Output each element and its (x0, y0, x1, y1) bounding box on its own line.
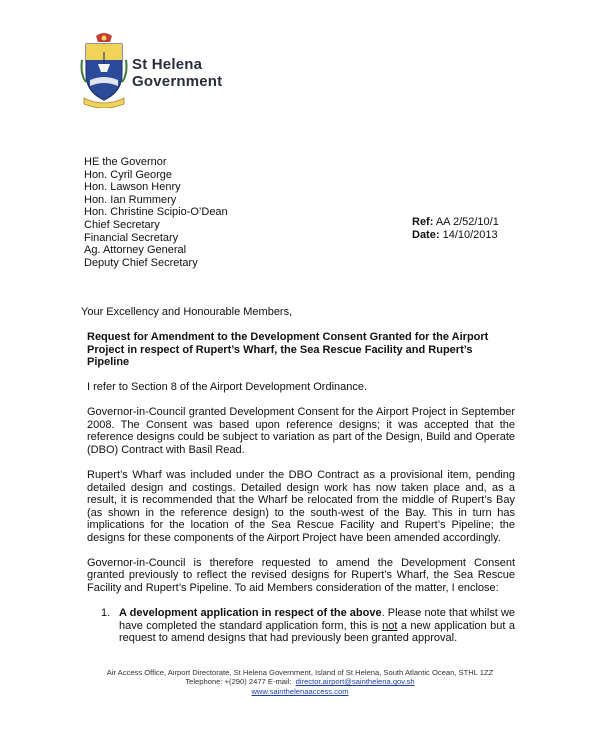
footer-email-link[interactable]: director.airport@sainthelena.gov.sh (295, 677, 415, 687)
date-value: 14/10/2013 (442, 228, 498, 241)
reference-line (412, 216, 499, 229)
date-line (412, 229, 499, 242)
letter-body (81, 306, 516, 645)
enclosure-item (87, 607, 515, 645)
paragraph: I refer to Section 8 of the Airport Development Ordinance. (87, 381, 368, 394)
item-number: 1. (101, 607, 111, 620)
item-text (119, 607, 515, 645)
coat-of-arms-icon (80, 30, 128, 108)
ref-value: AA 2/52/10/1 (435, 216, 499, 228)
salutation: Your Excellency and Honourable Members, (81, 306, 293, 318)
footer-website (0, 687, 600, 696)
item-text-a: . Please note that whilst we have completed the standard application form, this is (119, 607, 516, 632)
recipient: Deputy Chief Secretary (84, 256, 198, 269)
footer-contact (0, 677, 600, 686)
letterhead-logo (80, 30, 223, 110)
org-name-line1: St Helena (132, 56, 203, 73)
paragraph: Governor-in-Council granted Development Consent for the Airport Project in September 2008. The Consent was based upon reference designs; it was accepted that the reference designs could be subject to variation as part of the Design, Build and Operate (DBO) Contract with Basil Read. (87, 406, 515, 456)
item-text-b: a new application but a request to amend designs that had previously been granted approval. (119, 619, 515, 645)
recipient-list (84, 156, 228, 269)
recipient: Ag. Attorney General (84, 244, 187, 257)
paragraph: Rupert’s Wharf was included under the DBO Contract as a provisional item, pending detailed design and costings. Detailed design work has now taken place and, as a result, it is recommended that the Wharf be relocated from the middle of Rupert’s Bay (as shown in the reference design) to the south-west of the Bay. This in turn has implications for the location of the Sea Rescue Facility and Rupert’s Pipeline; the designs for these components of the Airport Project have been amended accordingly. (87, 468, 515, 544)
date-label: Date: (412, 228, 440, 241)
recipient: Hon. Lawson Henry (84, 181, 181, 194)
footer-website-link[interactable]: www.sainthelenaaccess.com (251, 686, 349, 696)
footer-address: Air Access Office, Airport Directorate, St Helena Government, Island of St Helena, South Atlantic Ocean, STHL 1ZZ (106, 668, 494, 677)
recipient: Financial Secretary (84, 231, 179, 244)
page-footer (0, 668, 600, 696)
ref-label: Ref: (412, 216, 434, 228)
reference-block (412, 216, 499, 241)
subject-line: Request for Amendment to the Development Consent Granted for the Airport Project in respect of Rupert’s Wharf, the Sea Rescue Facility and Rupert’s Pipeline (87, 330, 489, 369)
recipient: Chief Secretary (84, 218, 160, 231)
org-name (132, 56, 222, 90)
recipient: Hon. Cyril George (84, 168, 173, 181)
item-title: A development application in respect of the above (119, 607, 382, 620)
org-name-line2: Government (132, 73, 223, 90)
recipient: Hon. Ian Rummery (84, 193, 177, 206)
item-text-not: not (382, 619, 398, 632)
recipient: HE the Governor (84, 156, 167, 168)
recipient: Hon. Christine Scipio-O’Dean (84, 206, 228, 219)
paragraph: Governor-in-Council is therefore requested to amend the Development Consent granted previously to reflect the revised designs for Rupert’s Wharf, the Sea Rescue Facility and Rupert’s Pipeline. To aid Members consideration of the matter, I enclose: (87, 556, 515, 595)
footer-phone: Telephone: +(290) 2477 E-mail: (185, 677, 292, 687)
